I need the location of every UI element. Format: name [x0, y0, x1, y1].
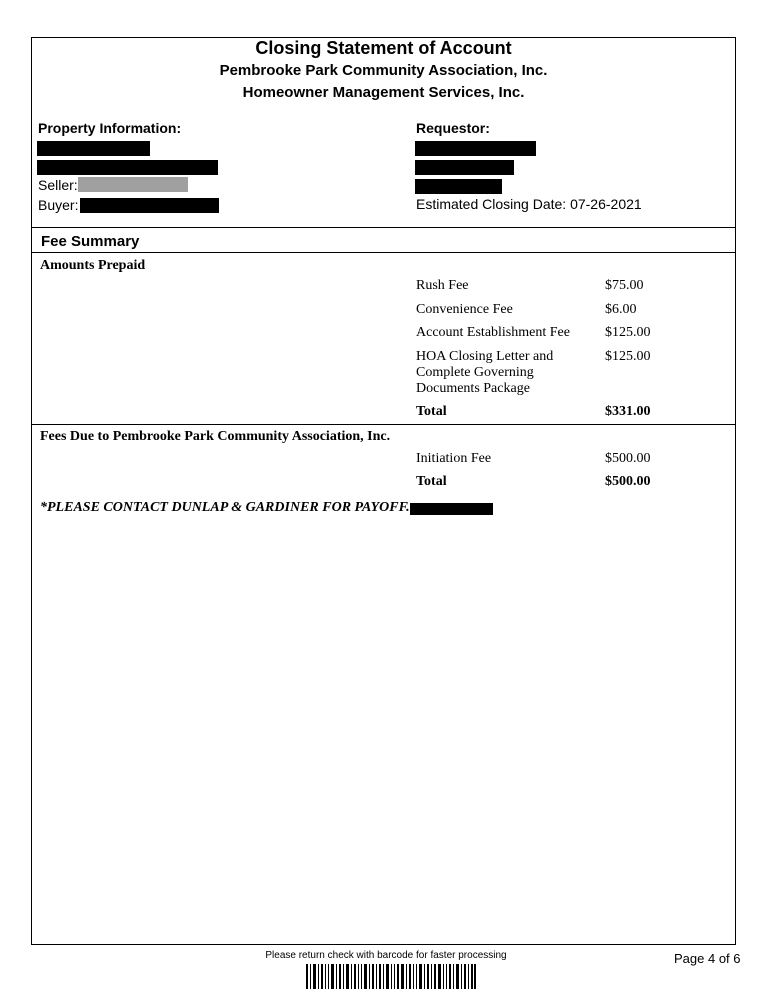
requestor-heading: Requestor:: [416, 120, 490, 136]
redacted-seller-name: [78, 177, 188, 192]
fee-amount: $500.00: [605, 451, 651, 466]
redacted-requestor-line-3: [415, 179, 502, 194]
fee-amount: $125.00: [605, 325, 651, 340]
buyer-label: Buyer:: [38, 197, 79, 213]
redacted-property-line-1: [37, 141, 150, 156]
redacted-requestor-line-2: [415, 160, 514, 175]
page-title: Closing Statement of Account: [255, 38, 512, 58]
payoff-contact-note: *PLEASE CONTACT DUNLAP & GARDINER FOR PAYOFF.: [40, 500, 410, 515]
divider-line: [32, 424, 735, 425]
divider-line: [32, 252, 735, 253]
fee-amount: $125.00: [605, 349, 651, 364]
barcode: [306, 964, 476, 989]
fee-amount: $75.00: [605, 278, 644, 293]
due-total-label: Total: [416, 474, 447, 489]
redacted-property-line-2: [37, 160, 218, 175]
return-check-note: Please return check with barcode for faster processing: [265, 950, 507, 961]
fee-label: Rush Fee: [416, 278, 469, 293]
statement-frame: [31, 37, 736, 945]
prepaid-total-amount: $331.00: [605, 404, 651, 419]
fee-label: Initiation Fee: [416, 451, 492, 466]
association-name: Pembrooke Park Community Association, Inc.: [219, 62, 548, 79]
redacted-payoff-contact: [410, 503, 493, 515]
redacted-buyer-name: [80, 198, 219, 213]
seller-label: Seller:: [38, 177, 78, 193]
fee-summary-heading: Fee Summary: [41, 233, 140, 250]
fee-amount: $6.00: [605, 302, 637, 317]
fee-label: Convenience Fee: [416, 302, 513, 317]
amounts-prepaid-heading: Amounts Prepaid: [40, 258, 146, 273]
property-info-heading: Property Information:: [38, 120, 182, 136]
fee-label: Account Establishment Fee: [416, 325, 570, 340]
due-total-amount: $500.00: [605, 474, 651, 489]
fees-due-heading: Fees Due to Pembrooke Park Community Association, Inc.: [40, 429, 391, 444]
divider-line: [32, 227, 735, 228]
prepaid-total-label: Total: [416, 404, 447, 419]
redacted-requestor-line-1: [415, 141, 536, 156]
estimated-closing-date: Estimated Closing Date: 07-26-2021: [416, 196, 642, 212]
page-number: Page 4 of 6: [674, 951, 741, 966]
fee-label: HOA Closing Letter and Complete Governing Documents Package: [416, 349, 554, 396]
management-company: Homeowner Management Services, Inc.: [242, 84, 525, 101]
